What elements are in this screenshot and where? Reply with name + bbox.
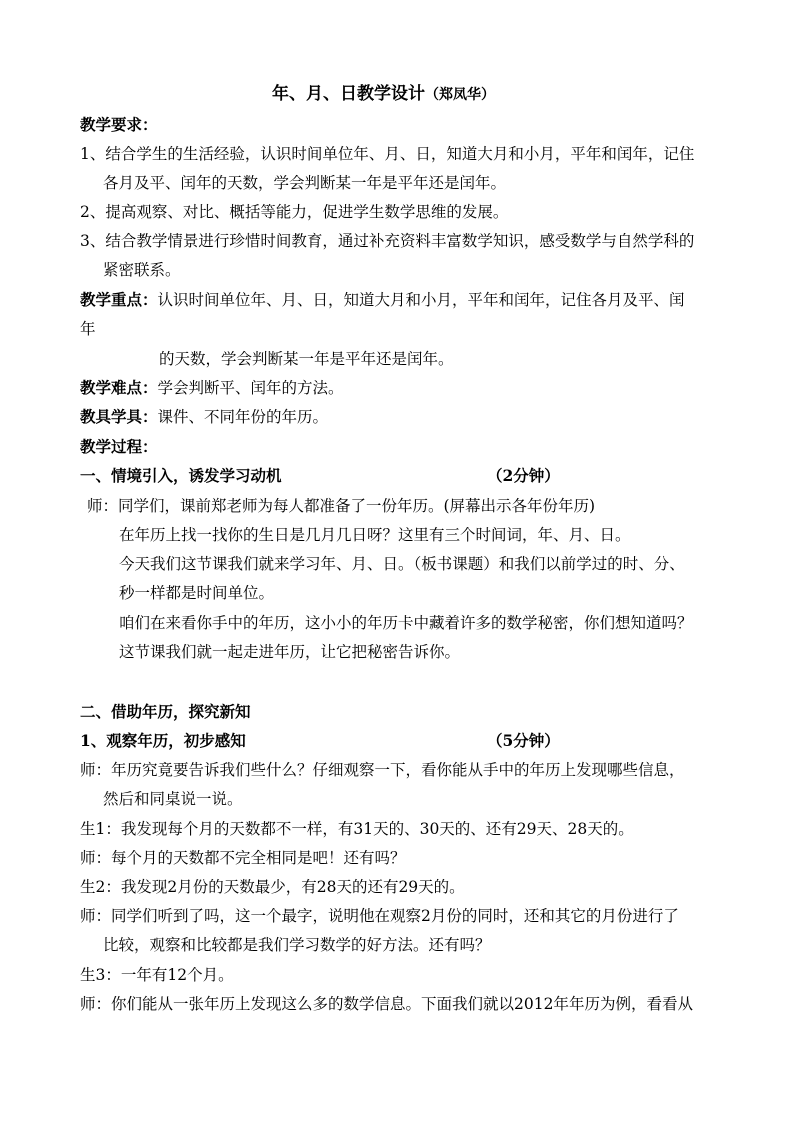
dialog-student-2: 生2：我发现2月份的天数最少，有28天的还有29天的。 bbox=[80, 878, 465, 896]
document-title bbox=[272, 84, 495, 105]
paragraph-4-line-2: 这节课我们就一起走进年历，让它把秘密告诉你。 bbox=[119, 643, 461, 661]
process-heading: 教学过程： bbox=[80, 437, 158, 456]
key-points-line-2: 年 bbox=[80, 320, 96, 338]
paragraph-3-line-2: 秒一样都是时间单位。 bbox=[119, 584, 275, 602]
dialog-teacher-2: 师：每个月的天数都不完全相同是吧！还有吗？ bbox=[80, 849, 406, 867]
key-points-line-1 bbox=[80, 290, 685, 310]
tools-label: 教具学具： bbox=[80, 407, 158, 426]
requirement-3-line-1: 3、结合教学情景进行珍惜时间教育，通过补充资料丰富数学知识，感受数学与自然学科的 bbox=[80, 232, 695, 250]
section-2-title: 二、借助年历，探究新知 bbox=[80, 702, 251, 721]
difficulty-line bbox=[80, 378, 344, 398]
paragraph-3-line-1: 今天我们这节课我们就来学习年、月、日。（板书课题）和我们以前学过的时、分、 bbox=[119, 555, 685, 573]
subsection-1-title: 1、观察年历，初步感知 bbox=[80, 731, 246, 750]
dialog-teacher-4: 师：你们能从一张年历上发现这么多的数学信息。下面我们就以2012年年历为例，看看从 bbox=[80, 995, 693, 1013]
key-points-text: 认识时间单位年、月、日，知道大月和小月，平年和闰年，记住各月及平、闰 bbox=[157, 291, 685, 309]
title-main: 年、月、日教学设计 bbox=[272, 84, 425, 104]
dialog-teacher-1-line-2: 然后和同桌说一说。 bbox=[103, 790, 243, 808]
requirements-heading: 教学要求： bbox=[80, 115, 158, 134]
dialog-teacher-3-line-1: 师：同学们听到了吗，这一个最字，说明他在观察2月份的同时，还和其它的月份进行了 bbox=[80, 907, 679, 925]
dialog-teacher-3-line-2: 比较，观察和比较都是我们学习数学的好方法。还有吗？ bbox=[103, 936, 491, 954]
requirement-1-line-2: 各月及平、闰年的天数，学会判断某一年是平年还是闰年。 bbox=[103, 174, 507, 192]
key-points-line-3: 的天数，学会判断某一年是平年还是闰年。 bbox=[159, 350, 454, 368]
requirement-2: 2、提高观察、对比、概括等能力，促进学生数学思维的发展。 bbox=[80, 203, 509, 221]
key-points-label: 教学重点： bbox=[80, 290, 158, 309]
section-1-time: （2分钟） bbox=[487, 466, 560, 485]
subsection-1-time: （5分钟） bbox=[487, 731, 560, 750]
title-author: （郑凤华） bbox=[425, 87, 495, 103]
section-1-title: 一、情境引入，诱发学习动机 bbox=[80, 466, 282, 485]
dialog-student-1: 生1：我发现每个月的天数都不一样，有31天的、30天的、还有29天、28天的。 bbox=[80, 820, 634, 838]
dialog-student-3: 生3：一年有12个月。 bbox=[80, 966, 234, 984]
requirement-3-line-2: 紧密联系。 bbox=[103, 261, 181, 279]
paragraph-4-line-1: 咱们在来看你手中的年历，这小小的年历卡中藏着许多的数学秘密，你们想知道吗？ bbox=[119, 614, 693, 632]
dialog-teacher-1-line-1: 师：年历究竟要告诉我们些什么？仔细观察一下，看你能从手中的年历上发现哪些信息， bbox=[80, 761, 685, 779]
difficulty-text: 学会判断平、闰年的方法。 bbox=[157, 379, 344, 397]
paragraph-2: 在年历上找一找你的生日是几月几日呀？这里有三个时间词，年、月、日。 bbox=[119, 526, 631, 544]
requirement-1-line-1: 1、结合学生的生活经验，认识时间单位年、月、日，知道大月和小月，平年和闰年，记住 bbox=[80, 145, 695, 163]
tools-line bbox=[80, 407, 328, 427]
tools-text: 课件、不同年份的年历。 bbox=[157, 408, 329, 426]
difficulty-label: 教学难点： bbox=[80, 378, 158, 397]
paragraph-1: 师：同学们，课前郑老师为每人都准备了一份年历。(屏幕出示各年份年历) bbox=[87, 497, 596, 515]
